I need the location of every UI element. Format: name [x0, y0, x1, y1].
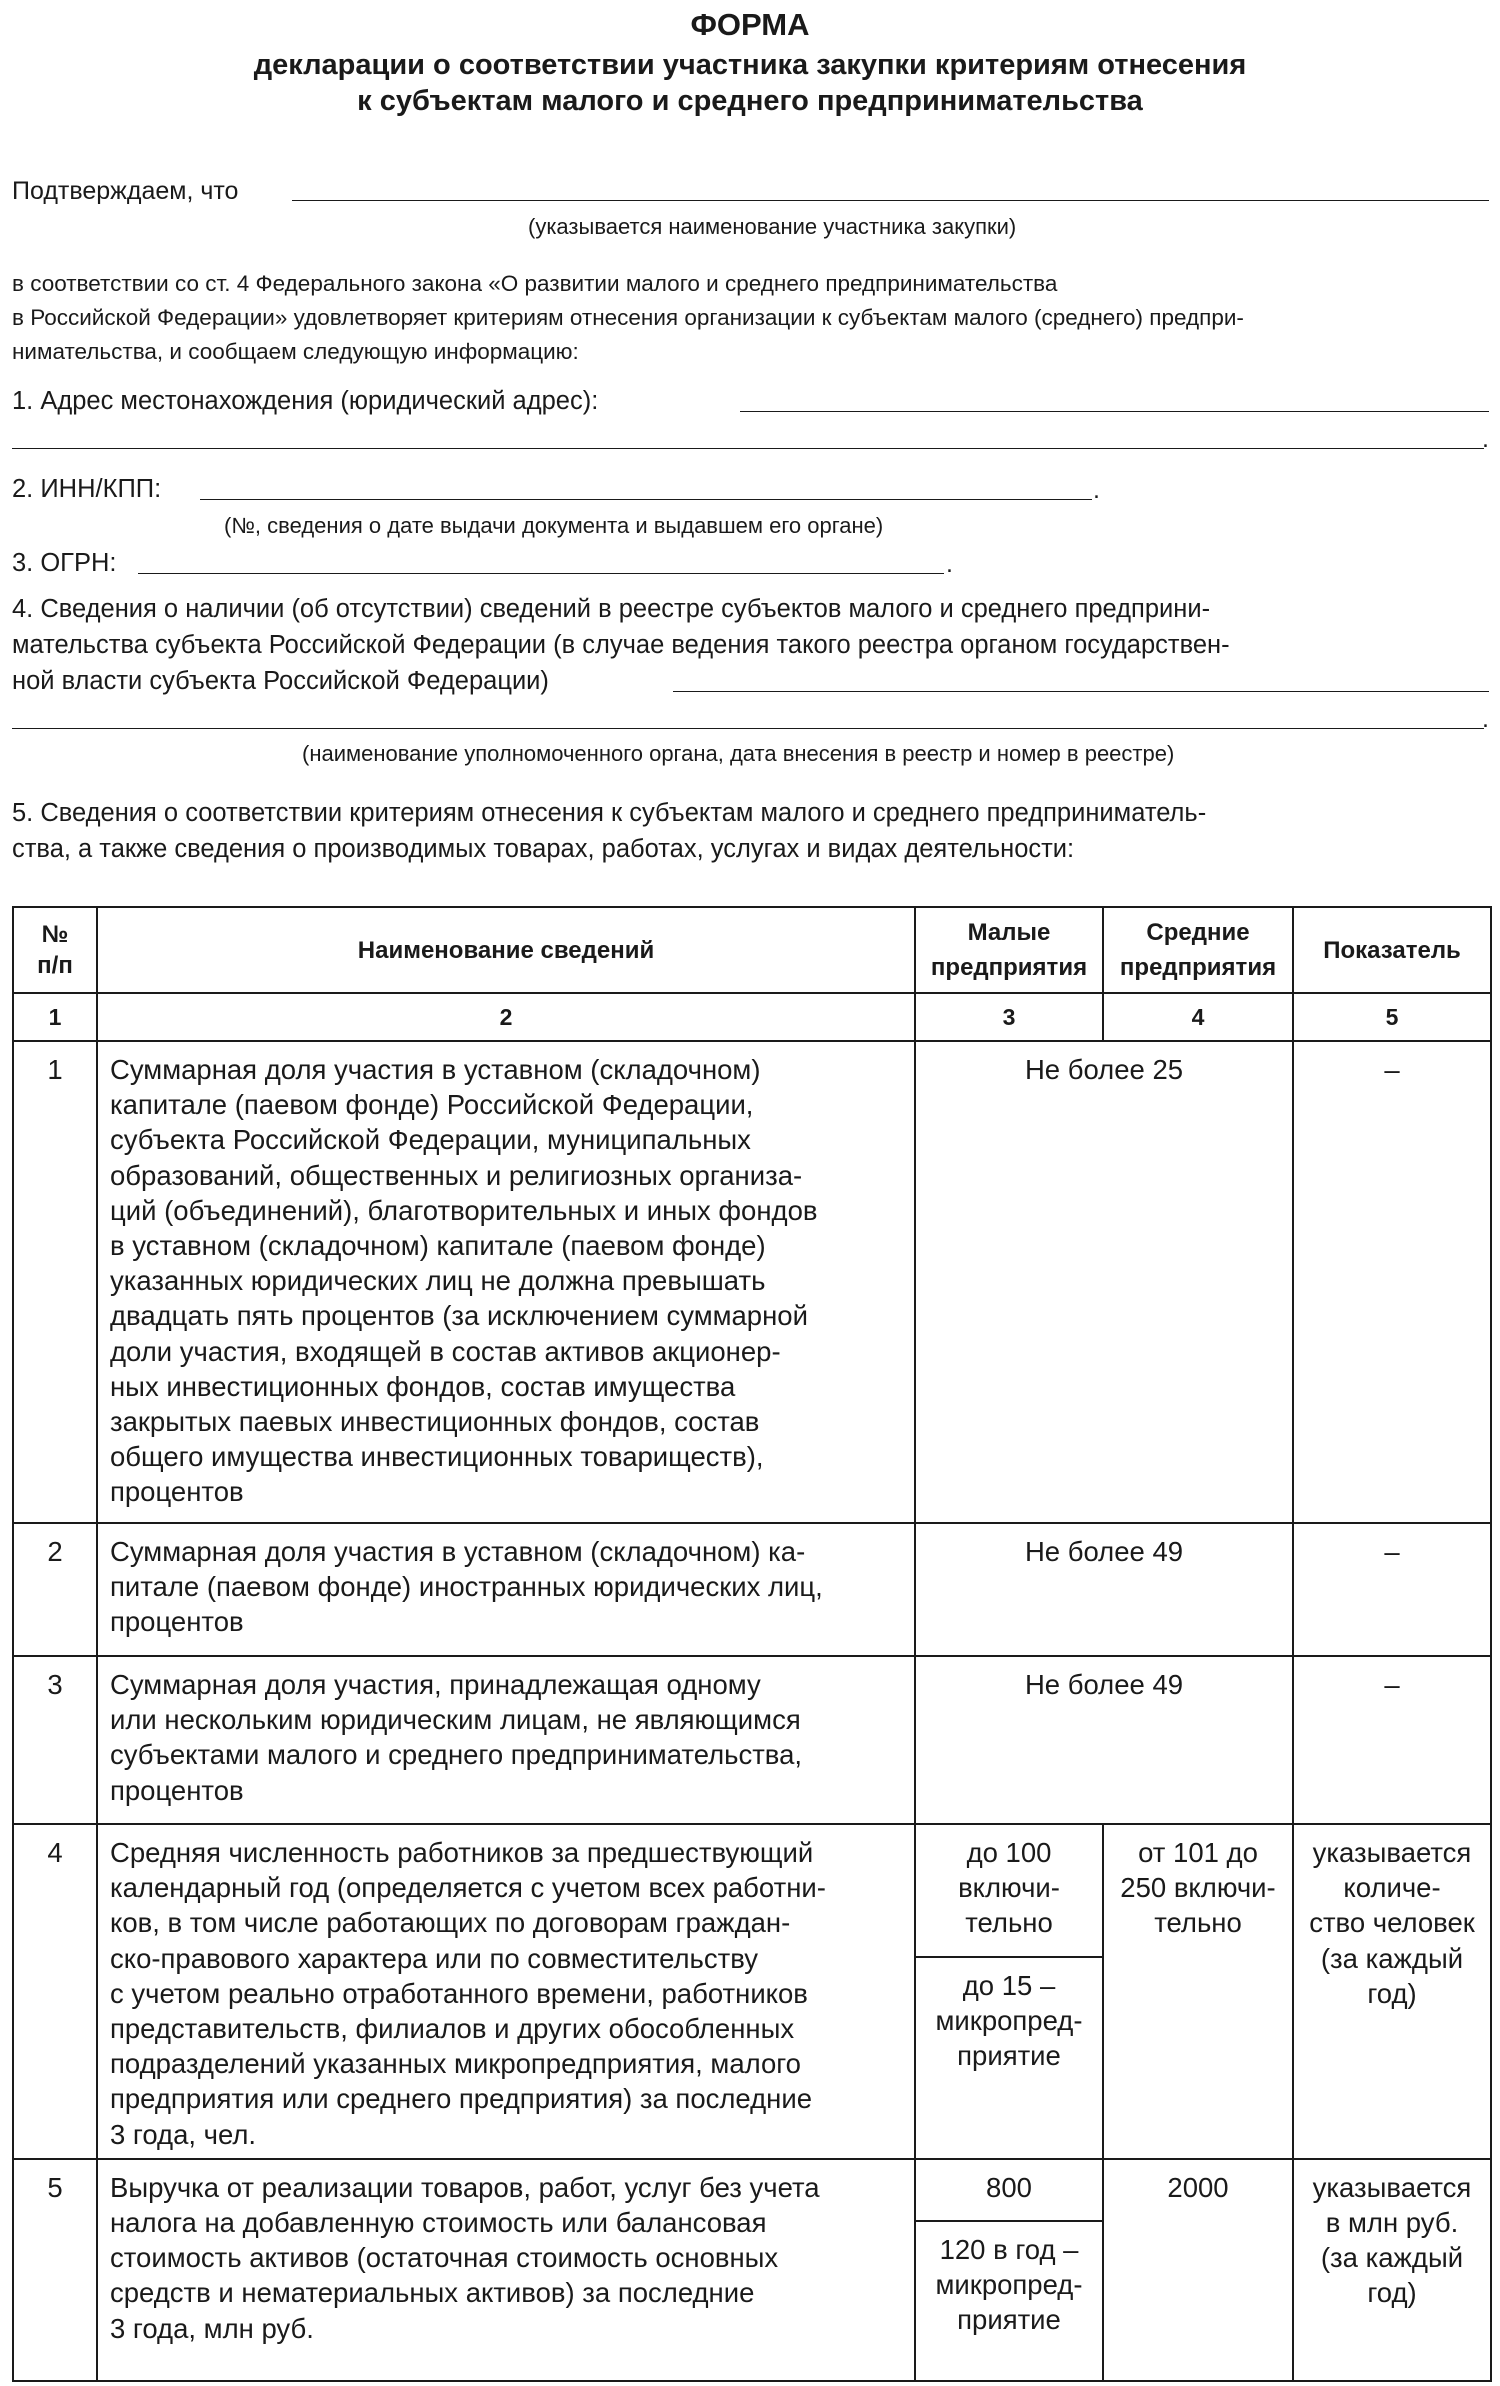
col-number-3: 3 — [915, 993, 1103, 1041]
confirm-label: Подтверждаем, что — [12, 177, 239, 205]
registry-field-line2[interactable] — [12, 728, 1484, 729]
row-medium-value: от 101 до 250 включи- тельно — [1103, 1824, 1293, 2159]
form-title: ФОРМА — [690, 7, 810, 42]
address-field-line2[interactable] — [12, 448, 1484, 449]
row-number: 1 — [13, 1041, 97, 1523]
row-number: 2 — [13, 1523, 97, 1656]
item5-text-line2: ства, а также сведения о производимых товарах, работах, услугах и видах деятельности: — [12, 835, 1075, 863]
row-name: Суммарная доля участия в уставном (складочном) капитале (паевом фонде) Российской Федерации, субъекта Российской Федерации, муниципальных образований, общественных и религиозных организа- ций (объединений), благотворительных и иных фондов в уставном (складочном) капитале (паевом фонде) указанных юридических лиц не должна превышать двадцать пять процентов (за исключением суммарной доли участия, входящей в состав активов акционер- ных инвестиционных фондов, состав имущества закрытых паевых инвестиционных фондов, состав общего имущества инвестиционных товариществ), процентов — [97, 1041, 915, 1523]
row-indicator: – — [1293, 1523, 1491, 1656]
registry-text-line3: ной власти субъекта Российской Федерации) — [12, 667, 549, 695]
table-row — [13, 1824, 1491, 1957]
ogrn-label: 3. ОГРН: — [12, 549, 117, 577]
table-column-numbers-row — [13, 993, 1491, 1041]
row-indicator: указывается в млн руб. (за каждый год) — [1293, 2159, 1491, 2381]
ogrn-dot: . — [946, 550, 953, 578]
header-no: № п/п — [13, 907, 97, 993]
row-indicator: указывается количе- ство человек (за каждый год) — [1293, 1824, 1491, 2159]
row-indicator: – — [1293, 1656, 1491, 1824]
intro-text-line2: в Российской Федерации» удовлетворяет критериям отнесения организации к субъектам малого (среднего) предпри- — [12, 305, 1244, 330]
row-micro-value: 120 в год – микропред- приятие — [915, 2221, 1103, 2381]
table-header-row — [13, 907, 1491, 993]
table-row — [13, 2159, 1491, 2221]
intro-text-line3: нимательства, и сообщаем следующую информацию: — [12, 339, 579, 364]
row-name: Средняя численность работников за предшествующий календарный год (определяется с учетом всех работни- ков, в том числе работающих по договорам граждан- ско-правового характера или по совместительству с учетом реально отработанного времени, работников представительств, филиалов и других обособленных подразделений указанных микропредприятия, малого предприятия или среднего предприятия) за последние 3 года, чел. — [97, 1824, 915, 2159]
table-row — [13, 1523, 1491, 1656]
row-number: 3 — [13, 1656, 97, 1824]
col-number-1: 1 — [13, 993, 97, 1041]
row-number: 5 — [13, 2159, 97, 2381]
row-indicator: – — [1293, 1041, 1491, 1523]
inn-dot: . — [1093, 476, 1100, 504]
row-number: 4 — [13, 1824, 97, 2159]
item5-text-line1: 5. Сведения о соответствии критериям отнесения к субъектам малого и среднего предприниматель- — [12, 799, 1207, 827]
table-row — [13, 1656, 1491, 1824]
address-label: 1. Адрес местонахождения (юридический адрес): — [12, 387, 599, 415]
inn-field[interactable] — [200, 499, 1092, 500]
intro-text-line1: в соответствии со ст. 4 Федерального закона «О развитии малого и среднего предпринимательства — [12, 271, 1058, 296]
ogrn-field[interactable] — [138, 573, 944, 574]
row-name: Суммарная доля участия, принадлежащая одному или нескольким юридическим лицам, не являющимся субъектами малого и среднего предпринимательства, процентов — [97, 1656, 915, 1824]
criteria-table — [12, 906, 1492, 2382]
header-small: Малые предприятия — [915, 907, 1103, 993]
row-micro-value: до 15 – микропред- приятие — [915, 1957, 1103, 2159]
header-indicator: Показатель — [1293, 907, 1491, 993]
header-name: Наименование сведений — [97, 907, 915, 993]
row-medium-value: 2000 — [1103, 2159, 1293, 2381]
registry-hint: (наименование уполномоченного органа, дата внесения в реестр и номер в реестре) — [302, 741, 1175, 766]
row-small-value: 800 — [915, 2159, 1103, 2221]
col-number-2: 2 — [97, 993, 915, 1041]
participant-name-field[interactable] — [292, 200, 1489, 201]
row-name: Суммарная доля участия в уставном (складочном) ка- питале (паевом фонде) иностранных юридических лиц, процентов — [97, 1523, 915, 1656]
row-value: Не более 49 — [915, 1656, 1293, 1824]
table-row — [13, 1041, 1491, 1523]
inn-hint: (№, сведения о дате выдачи документа и выдавшем его органе) — [224, 513, 884, 538]
address-field[interactable] — [740, 411, 1489, 412]
inn-label: 2. ИНН/КПП: — [12, 475, 162, 503]
form-subtitle-line1: декларации о соответствии участника закупки критериям отнесения — [253, 49, 1247, 81]
col-number-4: 4 — [1103, 993, 1293, 1041]
participant-name-hint: (указывается наименование участника закупки) — [528, 214, 1017, 239]
col-number-5: 5 — [1293, 993, 1491, 1041]
row-value: Не более 49 — [915, 1523, 1293, 1656]
header-medium: Средние предприятия — [1103, 907, 1293, 993]
row-value: Не более 25 — [915, 1041, 1293, 1523]
registry-text-line1: 4. Сведения о наличии (об отсутствии) сведений в реестре субъектов малого и среднего предприни- — [12, 595, 1211, 623]
row-small-value: до 100 включи- тельно — [915, 1824, 1103, 1957]
registry-text-line2: мательства субъекта Российской Федерации (в случае ведения такого реестра органом государствен- — [12, 631, 1230, 659]
row-name: Выручка от реализации товаров, работ, услуг без учета налога на добавленную стоимость или балансовая стоимость активов (остаточная стоимость основных средств и нематериальных активов) за последние 3 года, млн руб. — [97, 2159, 915, 2381]
registry-field[interactable] — [673, 691, 1489, 692]
address-dot: . — [1482, 425, 1489, 453]
form-subtitle-line2: к субъектам малого и среднего предпринимательства — [357, 85, 1143, 117]
registry-dot: . — [1482, 705, 1489, 733]
